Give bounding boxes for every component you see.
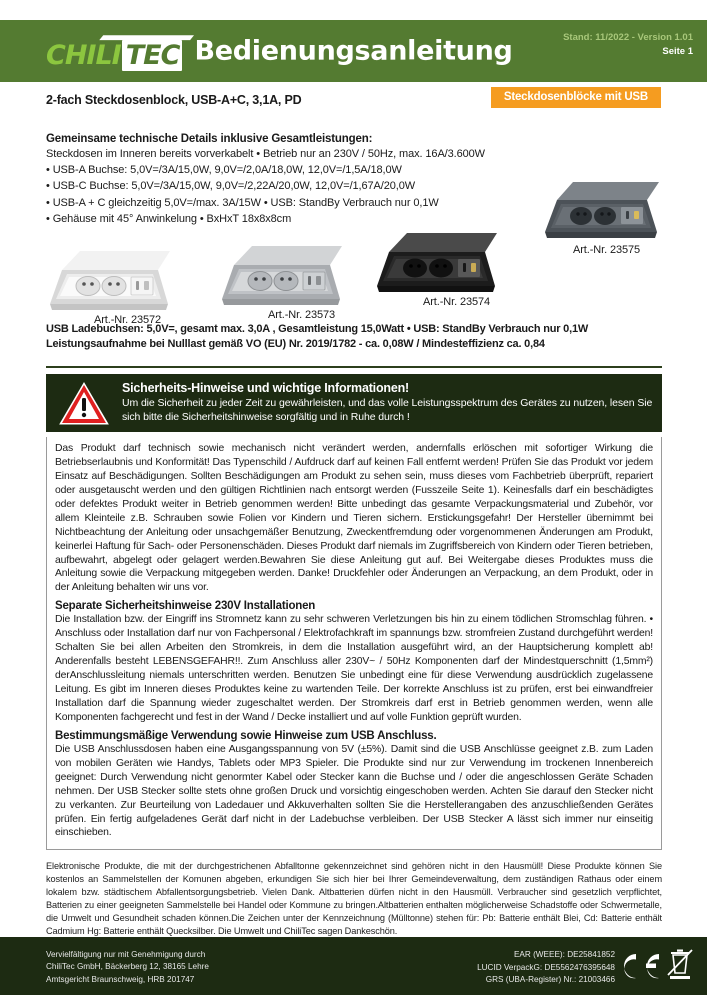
footer-line-1: Vervielfältigung nur mit Genehmigung durch [46,950,206,959]
footer-line-3: Amtsgericht Braunschweig, HRB 201747 [46,974,195,984]
usb-charging-line1: USB Ladebuchsen: 5,0V=, gesamt max. 3,0A , Gesamtleistung 15,0Watt • USB: StandBy Verbrauch nur 0,1W [46,323,589,335]
category-badge: Steckdosenblöcke mit USB [491,87,661,108]
logo-text-tec: TEC [122,40,183,71]
body-heading-3: Bestimmungsmäßige Verwendung sowie Hinweise zum USB Anschluss. [55,729,437,742]
page-title: Bedienungsanleitung [194,35,513,67]
spec-line: Steckdosen im Inneren bereits vorverkabelt • Betrieb nur an 230V / 50Hz, max. 16A/3.600W [46,148,485,160]
logo-text-chili: CHILI [46,40,121,71]
footer-registration-info [477,949,615,987]
section-divider [46,366,662,368]
socket-block-silver [220,243,346,309]
footer-grs: GRS (UBA-Register) Nr.: 21003466 [485,975,615,985]
footer-ear-weee: EAR (WEEE): DE25841852 [513,950,615,959]
body-paragraph-2: Die Installation bzw. der Eingriff ins Stromnetz kann zu sehr schweren Verletzungen bis hin zu einem tödlichen Stromschlag führen. • Anschluss oder Installation darf nur von Fachpersonal / Elektrofachkraft im spannungs bzw. stromfreien Zustand durchgeführt werden! Schalten Sie bei allen Arbeiten den Stromkreis, in dem die Installation ausgeführt wird, an der Hauptsicherung komplett ab! Anderenfalls besteht LEBENSGEFAHR!!. Zum Anschluss aller 230V~ / 50Hz Komponenten darf der Mindestquerschnitt (1,5mm²) derAnschlussleitung niemals unterschritten werden. Benutzen Sie unbedingt eine für diese Verwendung ausdrücklich zugelassene Leitung. Es gibt im Inneren dieses Produktes keine zu wartenden Teile. Der korrekte Anschluss ist zu prüfen, erst bei einwandfreier Installation darf die Spannung wieder zugeschaltet werden. Der Stromkreis darf erst in Betrieb genommen werden, wenn alle Komponenten fachgerecht und fest in der Wand / Decke installiert und auf volle Funktion geprüft wurden. [55,614,653,723]
safety-banner-body: Um die Sicherheit zu jeder Zeit zu gewährleisten, und das volle Leistungsspektrum des Gerätes zu nutzen, lesen Sie sich bitte die Sicherheitshinweise sorgfältig und in Ruhe durch ! [122,397,653,423]
socket-block-black [375,230,501,296]
product-image-23575 [543,180,661,256]
product-image-23573 [220,243,346,321]
spec-line: • USB-A Buchse: 5,0V=/3A/15,0W, 9,0V=/2,0A/18,0W, 12,0V=/1,5A/18,0W [46,164,402,177]
warning-icon-graphic [58,381,110,426]
product-image-23572 [48,248,174,326]
disposal-text: Elektronische Produkte, die mit der durchgestrichenen Abfalltonne gekennzeichnet sind gehören nicht in den Hausmüll! Diese Produkte können Sie kostenlos an Sammelstellen der Komunen abgeben, erkundigen Sie sich hier bei Ihrer Gemeindeverwaltung, dem zuständigen Rathaus oder einem lokalem bzw. städtischem Abfallentsorgungsbetrieb. Vielen Dank. Altbatterien dürfen nicht in den Hausmüll. Verbraucher sind gesetzlich verpflichtet, Batterien zu einer geeigneten Sammelstelle bei Handel oder Kommune zu bringen.Altbatterien enthalten möglicherweise Schadstoffe oder Schwermetalle, die Umwelt und Gesundheit schaden können.Die Zeichen unter der Kennzeichnung (Mülltonne) stehen für: Pb: Batterie enthält Blei, Cd: Batterie enthält Cadmium Hg: Batterie enthält Quecksilber. Die Umwelt und ChiliTec sagen Dankeschön. [46,861,662,937]
ce-mark-icon [619,951,661,981]
page-header [0,20,707,82]
socket-block-anthracite [543,180,661,242]
spec-line: • USB-C Buchse: 5,0V=/3A/15,0W, 9,0V=/2,22A/20,0W, 12,0V=/1,67A/20,0W [46,180,416,193]
product-caption-23573: Art.-Nr. 23573 [268,309,336,321]
specs-heading: Gemeinsame technische Details inklusive Gesamtleistungen: [46,133,373,145]
spec-line: • Gehäuse mit 45° Anwinkelung • BxHxT 18x8x8cm [46,212,292,225]
ce-mark-graphic [619,951,661,981]
footer-company-info [46,949,209,986]
safety-banner-text [122,381,662,424]
product-caption-23574: Art.-Nr. 23574 [423,296,491,308]
warning-triangle-icon [58,381,110,426]
safety-banner-title: Sicherheits-Hinweise und wichtige Informationen! [122,381,409,396]
crossed-bin-graphic [665,949,695,983]
header-page-number: Seite 1 [662,45,693,57]
product-image-23574 [375,230,501,308]
socket-block-white [48,248,174,314]
spec-line: • USB-A + C gleichzeitig 5,0V=/max. 3A/15W • USB: StandBy Verbrauch nur 0,1W [46,196,439,209]
disposal-notice [46,860,662,938]
product-caption-23575: Art.-Nr. 23575 [573,244,641,256]
product-title: 2-fach Steckdosenblock, USB-A+C, 3,1A, PD [46,93,302,107]
page-footer [0,937,707,995]
usb-charging-info [46,323,664,353]
product-image-gallery [0,185,707,326]
body-paragraph-1: Das Produkt darf technisch sowie mechanisch nicht verändert werden, andernfalls erlöschen mit sofortiger Wirkung die Betriebserlaubnis und Konformität! Das Typenschild / Aufdruck darf auf keinen Fall entfernt werden! Prüfen Sie das Produkt vor jedem Einsatz auf Beschädigungen. Sollten Beschädigungen am Produkt zu sehen sein, muss dieses vom Fachbetrieb überprüft, repariert oder ausgetauscht werden und den gültigen Richtlinien nach entsorgt werden (Fusszeile Seite 1). Keinesfalls darf ein beschädigtes oder defektes Produkt weiter in Betrieb genommen werden! Bitte unbedingt das gesamte Verpackungsmaterial und Zubehör, vor allem Kleinteile z.B. Schrauben sowie Folien vor Kindern und Tieren sichern. Erstickungsgefahr! Der Hersteller übernimmt bei Nichtbeachtung der Anleitung oder unsachgemäßer Benutzung, Zweckentfremdung oder vorgenommenen Änderungen am Produkt, keinerlei Haftung für Sach- oder Personenschäden. Dieses Produkt darf niemals im Zugriffsbereich von Kindern oder Tieren betrieben, aufbewahrt, abgelegt oder gelagert werden.Bewahren Sie diese Anleitung gut auf. Bei Weitergabe dieses Produktes muss die Anleitung sowie die Verpackung mitgegeben werden. Danke! Druckfehler oder Änderungen an Verpackung, an dem Produkt, oder in der Anleitung behalten wir uns vor. [55,443,653,594]
usb-charging-line2: Leistungsaufnahme bei Nulllast gemäß VO (EU) Nr. 2019/1782 - ca. 0,08W / Mindesteffizienz ca. 0,84 [46,338,545,350]
header-version-text: Stand: 11/2022 - Version 1.01 [563,32,693,43]
product-caption-23572: Art.-Nr. 23572 [94,314,162,326]
safety-banner [46,374,662,432]
chilitec-logo [46,34,196,71]
safety-text-body [46,437,662,850]
body-paragraph-3: Die USB Anschlussdosen haben eine Ausgangsspannung von 5V (±5%). Damit sind die USB Anschlüsse geeignet z.B. zum Laden von mobilen Geräten wie Handys, Tablets oder MP3 Spieler. Die Produkte sind nur zur Verwendung im trockenen Innenbereich geeignet: Durch Verwendung nicht genormter Kabel oder Stecker kann die Buchse und / oder die angeschlossen Geräte Schaden nehmen. Der USB Stecker sollte stets ohne großen Druck und vorsichtig eingeschoben werden. Achten Sie darauf den Stecker nicht zu verkanten. Zur Beurteilung von Ladedauer und Akkuverhalten sollten Sie die Herstellerangaben des anzuschließenden Gerätes prüfen. Ein fertig aufgeladenes Gerät darf nicht in der Ladebuchse verbleiben. Der USB Stecker A lässt sich immer nur einseitig einschieben. [55,743,653,839]
header-meta [563,31,693,59]
footer-line-2: ChiliTec GmbH, Bäckerberg 12, 38165 Lehre [46,962,209,972]
weee-bin-icon [665,949,695,983]
body-heading-2: Separate Sicherheitshinweise 230V Installationen [55,600,316,613]
footer-lucid: LUCID VerpackG: DE5562476395648 [477,962,615,972]
